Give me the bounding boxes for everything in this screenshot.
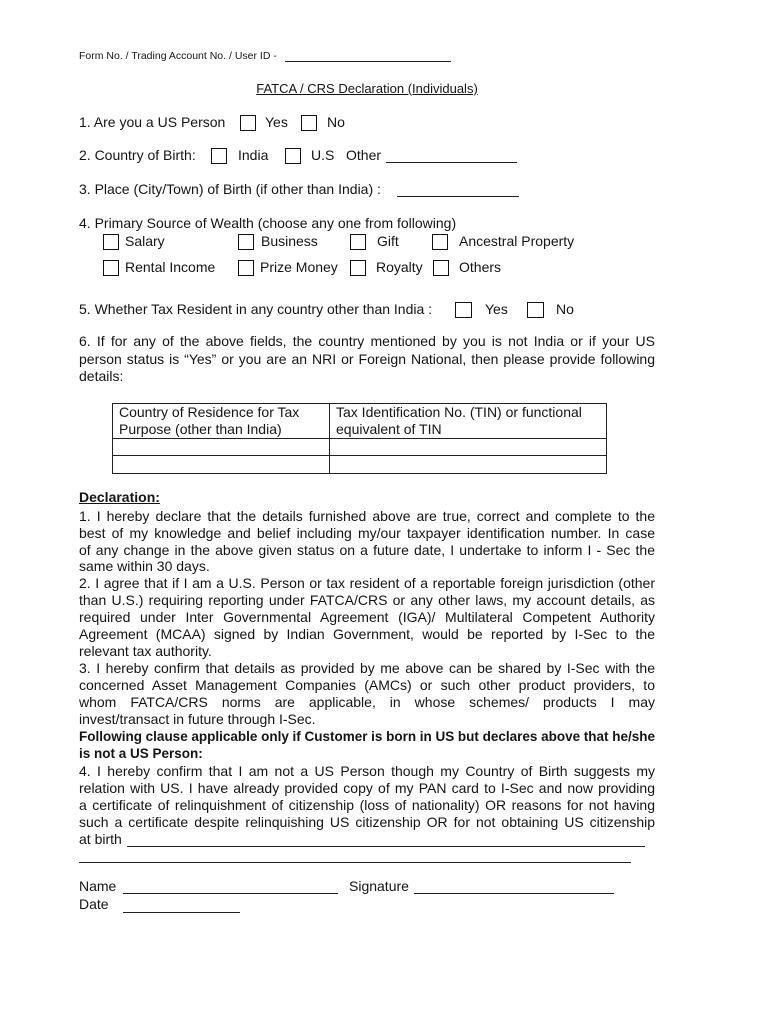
wealth-ancestral-property-label: Ancestral Property: [459, 233, 575, 249]
clause-4-line: relation with US. I have already provided copy of my PAN card to I-Sec and now providing: [79, 780, 655, 796]
declaration-heading: Declaration:: [79, 489, 160, 505]
clause-2-line: than U.S.) requiring reporting under FATCA/CRS or any other laws, my account details, as: [79, 592, 655, 608]
us-person-no-label: No: [327, 114, 345, 130]
birth-other-label: Other: [346, 147, 382, 163]
clause-2-line: relevant tax authority.: [79, 643, 212, 659]
clause-1-line: of any change in the above given status on a future date, I undertake to inform I - Sec the: [79, 542, 655, 558]
us-person-yes-checkbox[interactable]: [240, 115, 256, 131]
date-blank[interactable]: [123, 899, 240, 913]
us-person-no-checkbox[interactable]: [301, 115, 317, 131]
q6-text-line: 6. If for any of the above fields, the country mentioned by you is not India or if your US: [79, 333, 655, 349]
date-label: Date: [79, 896, 109, 912]
q3-question: 3. Place (City/Town) of Birth (if other than India) :: [79, 181, 381, 197]
birth-india-label: India: [238, 147, 269, 163]
signature-blank[interactable]: [414, 880, 614, 894]
clause-1-line: best of my knowledge and belief including my/our taxpayer identification number. In case: [79, 525, 655, 541]
tin-cell[interactable]: [330, 456, 607, 474]
relinquishment-reason-blank-2[interactable]: [79, 849, 631, 863]
q4-question: 4. Primary Source of Wealth (choose any one from following): [79, 215, 457, 231]
q5-question: 5. Whether Tax Resident in any country other than India :: [79, 301, 433, 317]
wealth-rental-income-label: Rental Income: [125, 259, 216, 275]
wealth-royalty-label: Royalty: [376, 259, 423, 275]
wealth-prize-money-label: Prize Money: [260, 259, 338, 275]
clause-1-line: 1. I hereby declare that the details furnished above are true, correct and complete to the: [79, 508, 655, 524]
wealth-business-checkbox[interactable]: [238, 234, 254, 250]
clause-3-line: whom FATCA/CRS norms are applicable, in whose schemes/ products I may: [79, 694, 655, 710]
wealth-salary-checkbox[interactable]: [103, 234, 119, 250]
user-id-blank[interactable]: [285, 49, 451, 62]
place-of-birth-blank[interactable]: [397, 183, 519, 197]
tax-resident-no-checkbox[interactable]: [527, 302, 544, 318]
clause-4-line: 4. I hereby confirm that I am not a US Person though my Country of Birth suggests my: [79, 763, 655, 779]
wealth-salary-label: Salary: [125, 233, 165, 249]
table-row: [113, 456, 607, 474]
table-row: [113, 439, 607, 456]
name-blank[interactable]: [123, 880, 338, 894]
page-title: FATCA / CRS Declaration (Individuals): [256, 81, 478, 96]
clause-3-line: concerned Asset Management Companies (AMCs) or such other product providers, to: [79, 677, 655, 693]
wealth-rental-income-checkbox[interactable]: [103, 260, 119, 276]
q2-question: 2. Country of Birth:: [79, 147, 196, 163]
us-birth-note-line: is not a US Person:: [79, 746, 203, 761]
table-header-row: [113, 404, 607, 439]
clause-4-line: such a certificate despite relinquishing US citizenship OR for not obtaining US citizenship: [79, 814, 655, 830]
wealth-others-label: Others: [459, 259, 502, 275]
birth-other-blank[interactable]: [386, 149, 517, 163]
tax-resident-yes-label: Yes: [485, 301, 508, 317]
us-person-yes-label: Yes: [265, 114, 288, 130]
clause-2-line: 2. I agree that if I am a U.S. Person or tax resident of a reportable foreign jurisdiction (other: [79, 575, 655, 591]
birth-us-label: U.S: [311, 147, 335, 163]
q6-text-line: person status is “Yes” or you are an NRI or Foreign National, then please provide following: [79, 351, 655, 367]
clause-1-line: same within 30 days.: [79, 558, 210, 574]
us-birth-note-line: Following clause applicable only if Customer is born in US but declares above that he/she: [79, 729, 655, 744]
tin-cell[interactable]: [330, 439, 607, 456]
q6-text-line: details:: [79, 368, 124, 384]
form-no-label: Form No. / Trading Account No. / User ID -: [79, 50, 277, 62]
birth-us-checkbox[interactable]: [285, 148, 301, 164]
clause-2-line: required under Inter Governmental Agreement (IGA)/ Multilateral Competent Authority: [79, 609, 655, 625]
wealth-prize-money-checkbox[interactable]: [238, 260, 254, 276]
clause-4-line: a certificate of relinquishment of citizenship (loss of nationality) OR reasons for not having: [79, 797, 655, 813]
tax-residency-table: [112, 403, 607, 474]
signature-label: Signature: [349, 878, 409, 894]
wealth-ancestral-property-checkbox[interactable]: [432, 234, 448, 250]
name-label: Name: [79, 878, 117, 894]
clause-4-line: at birth: [79, 831, 122, 847]
wealth-royalty-checkbox[interactable]: [350, 260, 366, 276]
q1-question: 1. Are you a US Person: [79, 114, 226, 130]
tax-resident-no-label: No: [556, 301, 574, 317]
country-of-residence-cell[interactable]: [113, 456, 330, 474]
clause-3-line: invest/transact in future through I-Sec.: [79, 711, 316, 727]
relinquishment-reason-blank[interactable]: [127, 833, 645, 847]
tax-resident-yes-checkbox[interactable]: [455, 302, 472, 318]
wealth-gift-label: Gift: [377, 233, 399, 249]
clause-2-line: Agreement (MCAA) signed by Indian Government, would be reported by I-Sec to the: [79, 626, 655, 642]
birth-india-checkbox[interactable]: [211, 148, 227, 164]
country-of-residence-header: Country of Residence for Tax Purpose (other than India): [113, 404, 330, 439]
country-of-residence-cell[interactable]: [113, 439, 330, 456]
wealth-others-checkbox[interactable]: [433, 260, 449, 276]
wealth-business-label: Business: [261, 233, 318, 249]
clause-3-line: 3. I hereby confirm that details as provided by me above can be shared by I-Sec with the: [79, 660, 655, 676]
wealth-gift-checkbox[interactable]: [350, 234, 366, 250]
tin-header: Tax Identification No. (TIN) or functional equivalent of TIN: [330, 404, 607, 439]
